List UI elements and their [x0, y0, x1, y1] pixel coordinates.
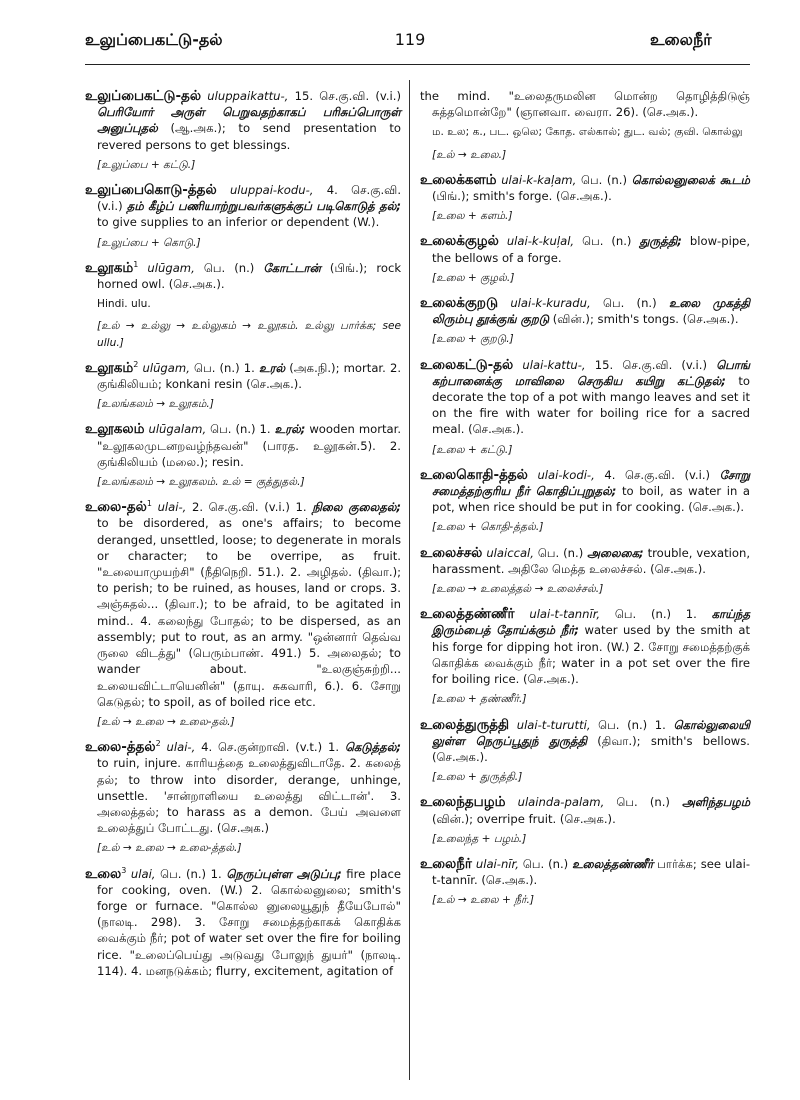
tamil-definition: சோறு சமைத்தற்குரிய நீர் கொதிப்புறுதல்; [432, 467, 751, 499]
headword: உலை-தல் [85, 499, 147, 516]
dictionary-entry [420, 295, 750, 348]
etymology: [உலை + குறடு.] [432, 333, 514, 346]
etymology: [உல் → உலை + நீர்.] [432, 894, 535, 907]
tamil-definition: உலை முகத்தி லிரும்பு தூக்குங் குறடு [432, 296, 751, 327]
tamil-definition: கொல்லுலையி லுள்ள நெருப்பூதுந் துருத்தி [432, 717, 751, 748]
left-column [85, 88, 401, 983]
etymology: [உல் → உல்லு → உல்லுகம் → உலூகம். உல்லு பார்க்க; see ullu.] [97, 320, 401, 349]
dictionary-entry [420, 856, 750, 909]
dictionary-entry [420, 545, 750, 598]
headword: உலூகம் [85, 359, 134, 376]
entry-body [420, 856, 750, 888]
cognate-note: Hindi. ulu. [97, 298, 151, 311]
page-header [0, 30, 800, 54]
homograph-number: 2 [155, 739, 161, 749]
etymology: [உலை + கட்டு.] [432, 443, 513, 456]
definition-text: wooden mortar. "உலூகலமுடனறவழ்ந்தவன்" (பாரத. உலூகன்.5). 2. குங்கிலியம் (மலை.); resin. [97, 422, 402, 469]
definition-text: (பிங்.); rock horned owl. (செ.அக.). [97, 260, 402, 292]
column-divider [409, 80, 410, 1080]
tamil-definition: காய்ந்த இரும்பைத் தோய்க்கும் நீர்; [432, 607, 751, 638]
transliteration: ulai-t-tannīr, [529, 607, 601, 622]
tamil-definition: உரல்; [274, 422, 306, 437]
transliteration: uluppaikattu-, [207, 89, 289, 103]
dictionary-entry [85, 499, 401, 730]
entry-body [420, 467, 750, 516]
tamil-definition: தம் கீழ்ப் பணியாற்றுபவர்களுக்குப் படிகொடுத் தல்; [126, 199, 401, 214]
entry-body [85, 182, 401, 231]
grammar-label: பெ. (n.) 1. [210, 422, 271, 437]
transliteration: ulainda-palam, [517, 795, 605, 810]
headword: உலைத்தண்ணீர் [420, 606, 515, 623]
definition-text: to boil, as water in a pot, when rice should be put in for cooking. (செ.அக.). [432, 484, 751, 515]
headword: உலூகம் [85, 259, 134, 276]
etymology: [உலங்கலம் → உலூகலம். உல் = குத்துதல்.] [97, 476, 305, 489]
headword: உலைநீர் [420, 855, 472, 872]
headword: உலை-த்தல் [85, 739, 156, 756]
page-number: 119 [394, 30, 426, 49]
entry-body [420, 717, 750, 766]
dictionary-entry [420, 357, 750, 458]
entry-body [420, 88, 750, 120]
dictionary-entry [85, 739, 401, 856]
entry-body [420, 794, 750, 826]
grammar-label: 15. செ.கு.வி. (v.i.) [594, 357, 707, 372]
tamil-definition: அளிந்தபழம் [682, 795, 751, 810]
header-rule [85, 64, 750, 65]
transliteration: ulai-, [166, 740, 196, 755]
etymology: [உலை + குழல்.] [432, 271, 515, 284]
definition-text: fire place for cooking, oven. (W.) 2. கொல்லனுலை; smith's forge or furnace. "கொல்ல னுலையூதுந் தீயேபோல்" (நாலடி. 298). 3. சோறு சமைத்தற்காகக் கொதிக்க வைக்கும் நீர்; pot of water set over the fire for boiling rice. "உலைப்பெய்து அடுவது போலுந் துயர்" (நாலடி. 114). 4. மனநடுக்கம்; flurry, excitement, agitation of [97, 866, 402, 978]
header-left-guideword: உலுப்பைகட்டு-தல் [85, 30, 223, 49]
transliteration: ulai-k-kaļam, [501, 172, 577, 187]
dictionary-entry [85, 260, 401, 351]
definition-text: to give supplies to an inferior or dependent (W.). [97, 215, 380, 230]
headword: உலைச்சல் [420, 544, 483, 561]
grammar-label: 4. செ.கு.வி. (v.i.) [97, 183, 402, 214]
headword: உலைத்துருத்தி [420, 716, 510, 733]
tamil-definition: பொங் கற்பானைக்கு மாவிலை செருகிய கயிறு கட்டுதல்; [432, 357, 751, 388]
dictionary-entry [85, 866, 401, 979]
definition-text: (வின்.); overripe fruit. (செ.அக.). [432, 811, 616, 826]
definition-text: (திவா.); smith's bellows. (செ.அக.). [432, 733, 750, 764]
tamil-definition: கொல்லனுலைக் கூடம் [631, 172, 751, 187]
etymology: [உல் → உலை → உலை-த்தல்.] [97, 842, 242, 855]
entry-body [420, 357, 750, 438]
entry-body [420, 606, 750, 687]
right-column [420, 88, 750, 918]
etymology: [உலை + துருத்தி.] [432, 771, 523, 784]
definition-text: பார்க்க; see ulai-t-tannīr. (செ.அக.). [432, 856, 751, 888]
headword: உலூகலம் [85, 421, 145, 438]
headword: உலுப்பைகட்டு-தல் [85, 88, 202, 104]
dictionary-entry [420, 717, 750, 786]
entry-body [85, 421, 401, 470]
tamil-definition: அலைகை; [587, 545, 644, 560]
headword: உலைக்குழல் [420, 233, 499, 250]
definition-text: (ஆ.அக.); to send presentation to revered persons to get blessings. [97, 121, 401, 152]
etymology: [உலை → உலைத்தல் → உலைச்சல்.] [432, 583, 604, 596]
transliteration: ulai-nīr, [475, 856, 519, 871]
transliteration: ulai-k-kuļal, [506, 234, 575, 249]
grammar-label: பெ. (n.) [616, 795, 670, 810]
grammar-label: பெ. (n.) [580, 172, 627, 187]
tamil-definition: உரல் [258, 360, 286, 375]
etymology: [உலுப்பை + கொடு.] [97, 236, 201, 249]
headword: உலை [85, 865, 122, 882]
header-right-guideword: உலைநீர் [650, 30, 712, 49]
transliteration: ulai-, [157, 500, 187, 515]
transliteration: ulūgalam, [148, 422, 207, 437]
cognate-note: ம. உல; க., பட. ஒலெ; கோத. எல்கால்; துட. வல்; குவி. கொல்லு [432, 126, 743, 139]
dictionary-entry [420, 794, 750, 847]
grammar-label: பெ. (n.) [537, 545, 584, 560]
etymology: [உலை + களம்.] [432, 210, 513, 223]
transliteration: ulaiccal, [486, 545, 534, 560]
grammar-label: பெ. (n.) 1. [194, 360, 255, 375]
entry-body [420, 295, 750, 327]
dictionary-entry [420, 88, 750, 163]
homograph-number: 1 [146, 499, 152, 509]
grammar-label: பெ. (n.) 1. [160, 866, 222, 881]
entry-body [420, 545, 750, 577]
definition-text: water used by the smith at his forge for dipping hot iron. (W.) 2. சோறு சமைத்தற்குக் கொதிக்க வைக்கும் நீர்; water in a pot set over the fire for boiling rice. (செ.அக.). [432, 623, 751, 687]
grammar-label: பெ. (n.) [522, 856, 569, 871]
tamil-definition: நெருப்புள்ள அடுப்பு; [226, 866, 342, 881]
tamil-definition: உலைத்தண்ணீர் [572, 856, 654, 871]
dictionary-entry [85, 182, 401, 251]
grammar-label: 4. செ.குன்றாவி. (v.t.) 1. [201, 740, 340, 755]
grammar-label: பெ. (n.) [582, 234, 632, 249]
definition-text: to ruin, injure. காரியத்தை உலைத்துவிடாதே. 2. கலைத் தல்; to throw into disorder, derange, unhinge, unsettle. 'சான்றாளியை உலைத்து விட்டான்'. 3. அலைத்தல்; to harass as a demon. பேய் அவளை உலைத்துப் போட்டது. (செ.அக.) [97, 756, 401, 836]
dictionary-entry [85, 360, 401, 413]
dictionary-entry [420, 233, 750, 286]
definition-text: (வின்.); smith's tongs. (செ.அக.). [552, 312, 739, 327]
etymology: [உலங்கலம் → உலூகம்.] [97, 398, 214, 411]
headword: உலைக்குறடு [420, 295, 499, 312]
headword: உலைகொதி-த்தல் [420, 466, 528, 483]
dictionary-entry [420, 172, 750, 225]
tamil-definition: பெரியோர் அருள் பெறுவதற்காகப் பரிசுப்பொருள் அனுப்புதல் [97, 105, 401, 136]
transliteration: ulai-kattu-, [522, 357, 586, 372]
etymology: [உலுப்பை + கட்டு.] [97, 158, 196, 171]
headword: உலைந்தபழம் [420, 794, 506, 811]
grammar-label: பெ. (n.) [203, 260, 255, 275]
headword: உலைக்களம் [420, 171, 497, 188]
grammar-label: 4. செ.கு.வி. (v.i.) [604, 467, 711, 482]
entry-body [420, 172, 750, 204]
headword: உலைகட்டு-தல் [420, 356, 514, 373]
etymology: [உலை + தண்ணீர்.] [432, 693, 527, 706]
entry-body [85, 88, 401, 153]
entry-body [85, 866, 401, 979]
transliteration: ulai, [130, 866, 156, 881]
dictionary-entry [85, 88, 401, 173]
definition-text: (பிங்.); smith's forge. (செ.அக.). [432, 189, 612, 204]
definition-text: trouble, vexation, harassment. அதிலே மெத்த உலைச்சல். (செ.அக.). [432, 545, 751, 576]
transliteration: ulai-kodi-, [537, 467, 595, 482]
transliteration: uluppai-kodu-, [229, 183, 314, 198]
dictionary-entry [85, 421, 401, 490]
entry-body [420, 233, 750, 265]
entry-body [85, 260, 401, 292]
transliteration: ulai-t-turutti, [516, 717, 591, 732]
etymology: [உலைந்த + பழம்.] [432, 832, 527, 845]
definition-text: to be disordered, as one's affairs; to become deranged, unsettled, loose; to degenerate in morals or character; to be overripe, as fruit. "உலையாமுயற்சி" (நீதிநெறி. 51.). 2. அழிதல். (திவா.); to perish; to be ruined, as houses, land or crops. 3. அஞ்சுதல்... (திவா.); to be afraid, to be agitated in mind.. 4. கலைந்து போதல்; to be dispersed, as an assembly; put to rout, as an army. "ஒன்னார் தெவ்வ ருலை விடத்து" (பெரும்பாண். 491.) 5. அலைதல்; to wander about. "உலகுஞ்சுற்றி... உலையவிட்டாயெனின்" (தாயு. சுகவாரி, 6.). 6. சோறு கெடுதல்; to spoil, as of boiled rice etc. [97, 516, 401, 709]
transliteration: ulūgam, [142, 360, 190, 375]
grammar-label: 2. செ.கு.வி. (v.i.) 1. [191, 500, 307, 515]
transliteration: ulūgam, [147, 260, 195, 275]
tamil-definition: கோட்டான் [263, 260, 321, 275]
homograph-number: 1 [133, 259, 139, 269]
entry-body [85, 739, 401, 836]
etymology: [உல் → உலை.] [432, 148, 507, 161]
transliteration: ulai-k-kuradu, [510, 296, 591, 311]
grammar-label: பெ. (n.) 1. [614, 607, 697, 622]
entry-body [85, 499, 401, 710]
definition-text: to decorate the top of a pot with mango leaves and set it on the fire with water for boiling rice for a sacred meal. (செ.அக.). [432, 373, 750, 437]
grammar-label: பெ. (n.) [602, 296, 657, 311]
etymology: [உல் → உலை → உலை-தல்.] [97, 715, 235, 728]
definition-text: (அக.நி.); mortar. 2. குங்கிலியம்; konkani resin (செ.அக.). [97, 360, 402, 392]
dictionary-entry [420, 467, 750, 536]
definition-text: blow-pipe, the bellows of a forge. [432, 234, 751, 265]
tamil-definition: துருத்தி; [639, 234, 682, 249]
tamil-definition: நிலை குலைதல்; [312, 500, 402, 515]
homograph-number: 2 [133, 359, 139, 369]
tamil-definition: கெடுத்தல்; [344, 740, 401, 755]
headword: உலுப்பைகொடு-த்தல் [85, 182, 217, 199]
entry-continuation: the mind. "உலைதருமலின மொன்ற தொழித்திடுஞ் சுத்தமொன்றே" (ஞானவா. வைரா. 26). (செ.அக.). [420, 89, 750, 120]
grammar-label: பெ. (n.) 1. [598, 717, 666, 732]
etymology: [உலை + கொதி-த்தல்.] [432, 521, 544, 534]
grammar-label: 15. செ.கு.வி. (v.i.) [294, 89, 401, 103]
entry-body [85, 360, 401, 392]
dictionary-entry [420, 606, 750, 707]
homograph-number: 3 [121, 865, 127, 875]
